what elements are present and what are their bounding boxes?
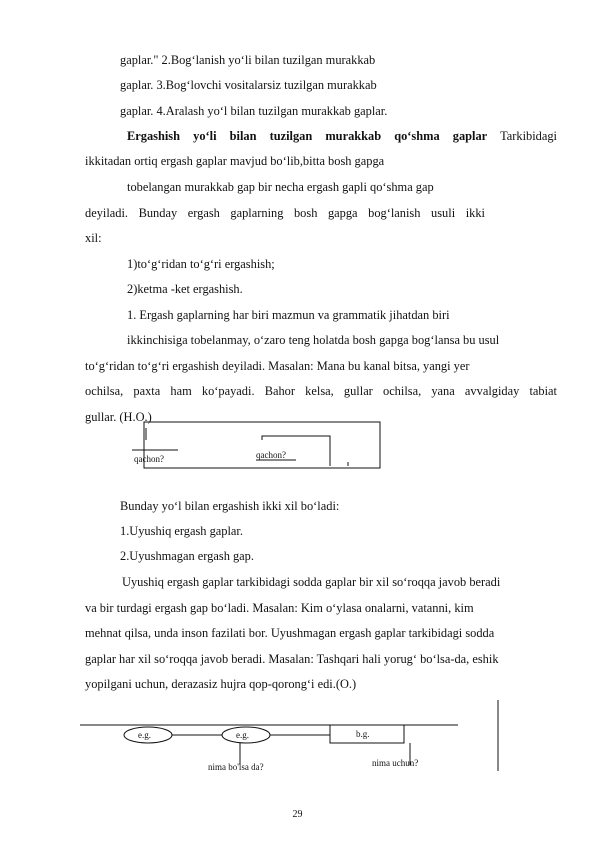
text-line: gaplar." 2.Bogʻlanish yoʻli bilan tuzilgan murakkab <box>120 53 376 67</box>
text-line: gaplar har xil soʻroqqa javob beradi. Masalan: Tashqari hali yorugʻ boʻlsa-da, eshik <box>85 652 499 666</box>
diagram-box <box>144 422 380 468</box>
text-fragment: Tarkibidagi <box>500 129 557 143</box>
text-line: 1.Uyushiq ergash gaplar. <box>120 524 243 538</box>
text-line: gaplar. 4.Aralash yoʻl bilan tuzilgan murakkab gaplar. <box>120 104 388 118</box>
section-heading: Ergashish yoʻli bilan tuzilgan murakkab qoʻshma gaplar <box>127 129 488 143</box>
text-line: mehnat qilsa, unda inson fazilati bor. Uyushmagan ergash gaplar tarkibidagi sodda <box>85 626 495 640</box>
text-line: yopilgani uchun, derazasiz hujra qop-qorongʻi edi.(O.) <box>85 677 357 691</box>
question-label: qachon? <box>256 450 286 460</box>
text-line <box>127 128 557 144</box>
oval-label: e.g. <box>138 730 151 740</box>
text-line: ikkitadan ortiq ergash gaplar mavjud boʻlib,bitta bosh gapga <box>85 154 385 168</box>
text-line: tobelangan murakkab gap bir necha ergash gapli qoʻshma gap <box>127 180 434 194</box>
page-number: 29 <box>292 809 303 820</box>
text-line: Uyushiq ergash gaplar tarkibidagi sodda gaplar bir xil soʻroqqa javob beradi <box>122 575 501 589</box>
text-line: 1)toʻgʻridan toʻgʻri ergashish; <box>127 257 275 271</box>
text-line: gullar. (H.O.) <box>85 410 152 424</box>
box-label: b.g. <box>356 729 370 739</box>
text-line: ochilsa, paxta ham koʻpayadi. Bahor kelsa, gullar ochilsa, yana avvalgiday tabiat <box>85 384 557 398</box>
diagram-direct-subordination <box>120 410 390 470</box>
question-label: qachon? <box>134 454 164 464</box>
text-line: toʻgʻridan toʻgʻri ergashish deyiladi. Masalan: Mana bu kanal bitsa, yangi yer <box>85 359 470 373</box>
text-line: xil: <box>85 231 102 245</box>
text-line: va bir turdagi ergash gap boʻladi. Masalan: Kim oʻylasa onalarni, vatanni, kim <box>85 601 474 615</box>
oval-label: e.g. <box>236 730 249 740</box>
diagram-subordination-types <box>80 695 510 775</box>
text-line: Bunday yoʻl bilan ergashish ikki xil boʻladi: <box>120 499 340 513</box>
text-line: 1. Ergash gaplarning har biri mazmun va grammatik jihatdan biri <box>127 308 450 322</box>
question-label: nima bo'lsa da? <box>208 762 264 772</box>
text-line: gaplar. 3.Bogʻlovchi vositalarsiz tuzilgan murakkab <box>120 78 377 92</box>
text-line: deyiladi. Bunday ergash gaplarning bosh gapga bogʻlanish usuli ikki <box>85 206 485 220</box>
text-line: 2)ketma -ket ergashish. <box>127 282 243 296</box>
text-line: ikkinchisiga tobelanmay, oʻzaro teng holatda bosh gapga bogʻlansa bu usul <box>127 333 500 347</box>
question-label: nima uchun? <box>372 758 419 768</box>
text-line: 2.Uyushmagan ergash gap. <box>120 549 254 563</box>
